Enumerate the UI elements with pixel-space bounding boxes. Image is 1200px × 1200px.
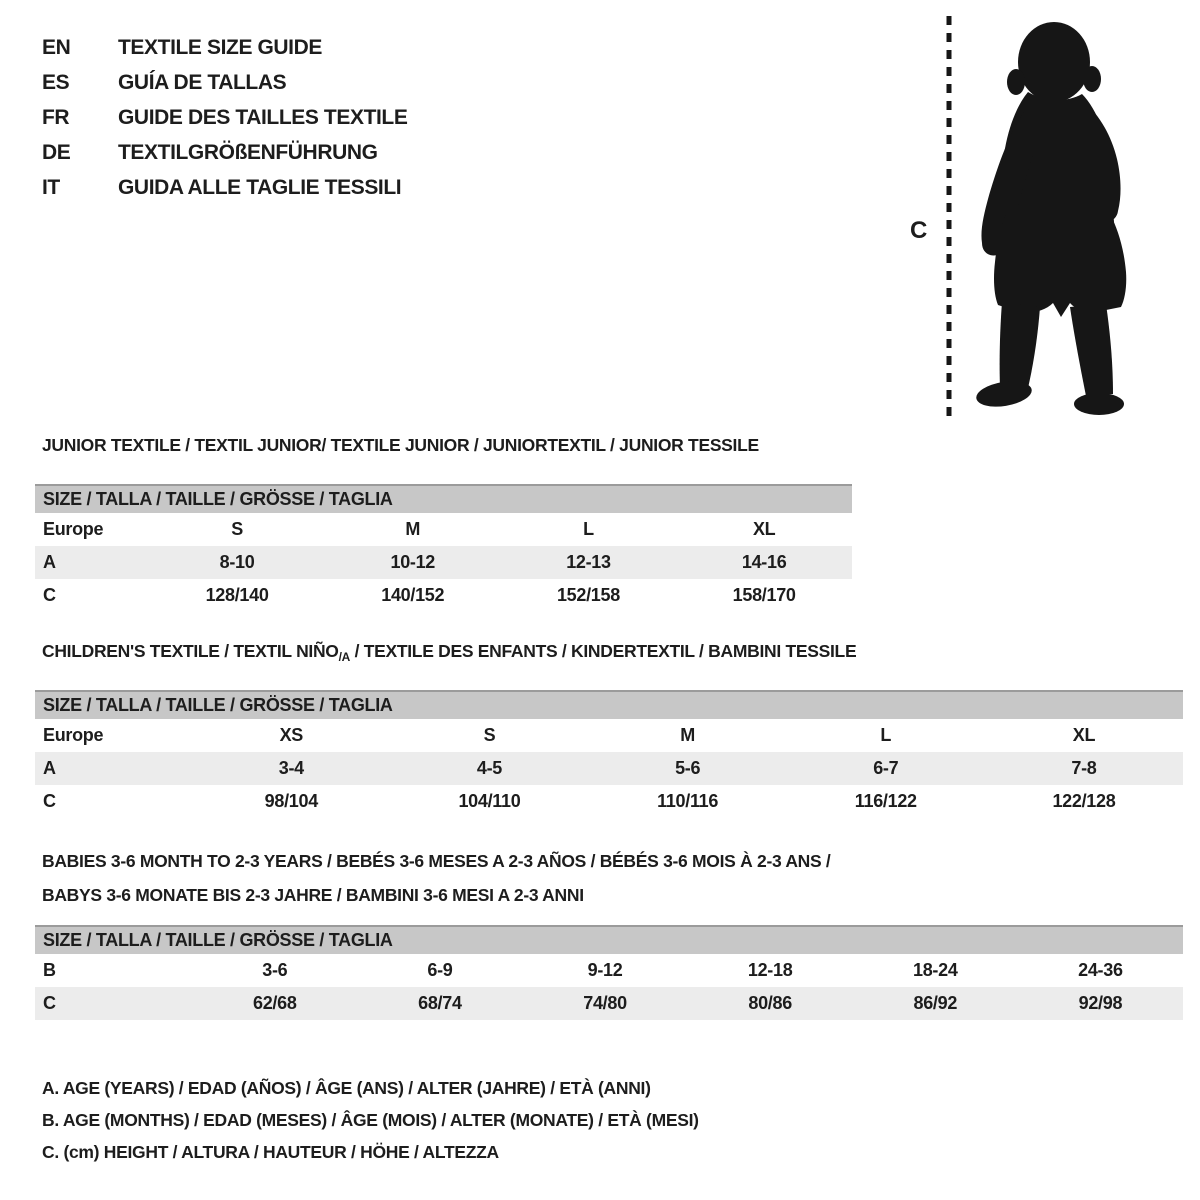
table-cell: 8-10 bbox=[219, 552, 255, 572]
table-cell: 7-8 bbox=[1071, 758, 1097, 778]
measure-label-c: C bbox=[910, 217, 928, 244]
language-row-en bbox=[42, 30, 407, 65]
height-measure-dashed-line-icon bbox=[946, 16, 952, 421]
size-bar: SIZE / TALLA / TAILLE / GRÖSSE / TAGLIA bbox=[35, 690, 1183, 719]
language-code: DE bbox=[42, 140, 71, 164]
table-cell: M bbox=[680, 725, 695, 745]
babies-size-table bbox=[35, 925, 1183, 1020]
row-label: C bbox=[43, 993, 56, 1013]
language-label: GUIDE DES TAILLES TEXTILE bbox=[118, 105, 408, 129]
table-cell: 152/158 bbox=[556, 585, 620, 605]
table-cell: 14-16 bbox=[741, 552, 787, 572]
children-title-pre: CHILDREN'S TEXTILE / TEXTIL NIÑO bbox=[42, 641, 339, 661]
table-cell: 80/86 bbox=[748, 993, 792, 1013]
language-code: EN bbox=[42, 35, 71, 59]
table-cell: 86/92 bbox=[913, 993, 958, 1013]
language-row-de bbox=[42, 135, 407, 170]
table-cell: 62/68 bbox=[253, 993, 297, 1013]
size-bar: SIZE / TALLA / TAILLE / GRÖSSE / TAGLIA bbox=[35, 925, 1183, 954]
table-row-c bbox=[35, 579, 852, 612]
children-title-post: / TEXTILE DES ENFANTS / KINDERTEXTIL / BAMBINI TESSILE bbox=[350, 641, 857, 661]
language-label: TEXTILGRÖßENFÜHRUNG bbox=[118, 140, 378, 164]
language-label: GUIDA ALLE TAGLIE TESSILI bbox=[118, 175, 402, 199]
language-code: FR bbox=[42, 105, 70, 129]
table-cell: 158/170 bbox=[732, 585, 796, 605]
children-size-table bbox=[35, 690, 1183, 818]
table-cell: 12-13 bbox=[566, 552, 611, 572]
table-row-c bbox=[35, 987, 1183, 1020]
table-cell: XL bbox=[752, 519, 776, 539]
table-cell: 24-36 bbox=[1078, 960, 1123, 980]
table-cell: 10-12 bbox=[390, 552, 436, 572]
table-cell: 98/104 bbox=[264, 791, 318, 811]
row-label: C bbox=[43, 585, 56, 605]
language-list bbox=[42, 30, 407, 205]
footnote-a: A. AGE (YEARS) / EDAD (AÑOS) / ÂGE (ANS) / ALTER (JAHRE) / ETÀ (ANNI) bbox=[42, 1078, 651, 1098]
language-label: TEXTILE SIZE GUIDE bbox=[118, 35, 322, 59]
table-cell: 68/74 bbox=[418, 993, 462, 1013]
junior-section-title: JUNIOR TEXTILE / TEXTIL JUNIOR/ TEXTILE JUNIOR / JUNIORTEXTIL / JUNIOR TESSILE bbox=[42, 435, 759, 455]
table-cell: 92/98 bbox=[1078, 993, 1123, 1013]
children-section-title bbox=[42, 641, 856, 664]
table-cell: 4-5 bbox=[476, 758, 503, 778]
table-cell: S bbox=[483, 725, 496, 745]
table-cell: 128/140 bbox=[205, 585, 269, 605]
language-row-es bbox=[42, 65, 407, 100]
table-cell: 3-6 bbox=[262, 960, 288, 980]
table-cell: S bbox=[231, 519, 243, 539]
language-row-it bbox=[42, 170, 407, 205]
children-title-sub: /A bbox=[338, 650, 351, 664]
language-row-fr bbox=[42, 100, 407, 135]
table-cell: 12-18 bbox=[747, 960, 793, 980]
table-cell: 74/80 bbox=[583, 993, 627, 1013]
table-cell: 3-4 bbox=[278, 758, 304, 778]
row-label: A bbox=[43, 552, 56, 572]
table-cell: 5-6 bbox=[675, 758, 701, 778]
language-code: ES bbox=[42, 70, 70, 94]
table-cell: XL bbox=[1072, 725, 1096, 745]
table-cell: 104/110 bbox=[458, 791, 521, 811]
table-cell: 110/116 bbox=[657, 791, 719, 811]
table-cell: Europe bbox=[43, 519, 104, 539]
babies-section-title-line2: BABYS 3-6 MONATE BIS 2-3 JAHRE / BAMBINI 3-6 MESI A 2-3 ANNI bbox=[42, 885, 584, 905]
table-cell: XS bbox=[279, 725, 304, 745]
table-header-row bbox=[35, 719, 1183, 752]
footnote-b: B. AGE (MONTHS) / EDAD (MESES) / ÂGE (MOIS) / ALTER (MONATE) / ETÀ (MESI) bbox=[42, 1110, 699, 1130]
row-label: A bbox=[43, 758, 56, 778]
table-cell: 6-9 bbox=[427, 960, 453, 980]
table-cell: 140/152 bbox=[381, 585, 445, 605]
table-row-a bbox=[35, 546, 852, 579]
table-cell: L bbox=[583, 519, 594, 539]
table-row-c bbox=[35, 785, 1183, 818]
table-cell: 122/128 bbox=[1052, 791, 1116, 811]
table-cell: 6-7 bbox=[873, 758, 899, 778]
table-cell: 9-12 bbox=[587, 960, 623, 980]
toddler-silhouette-icon bbox=[958, 14, 1138, 424]
table-row-a bbox=[35, 752, 1183, 785]
table-cell: L bbox=[880, 725, 892, 745]
row-label: B bbox=[43, 960, 56, 980]
table-header-row bbox=[35, 513, 852, 546]
table-cell: 18-24 bbox=[913, 960, 958, 980]
babies-section-title-line1: BABIES 3-6 MONTH TO 2-3 YEARS / BEBÉS 3-6 MESES A 2-3 AÑOS / BÉBÉS 3-6 MOIS À 2-3 ANS / bbox=[42, 851, 831, 871]
row-label: C bbox=[43, 791, 56, 811]
table-row-b bbox=[35, 954, 1183, 987]
table-cell: M bbox=[405, 519, 421, 539]
footnotes bbox=[42, 1072, 699, 1168]
junior-size-table bbox=[35, 484, 852, 612]
size-bar: SIZE / TALLA / TAILLE / GRÖSSE / TAGLIA bbox=[35, 484, 852, 513]
table-cell: Europe bbox=[43, 725, 104, 745]
footnote-c: C. (cm) HEIGHT / ALTURA / HAUTEUR / HÖHE / ALTEZZA bbox=[42, 1142, 499, 1162]
language-code: IT bbox=[42, 175, 60, 199]
table-cell: 116/122 bbox=[854, 791, 917, 811]
language-label: GUÍA DE TALLAS bbox=[118, 70, 287, 94]
